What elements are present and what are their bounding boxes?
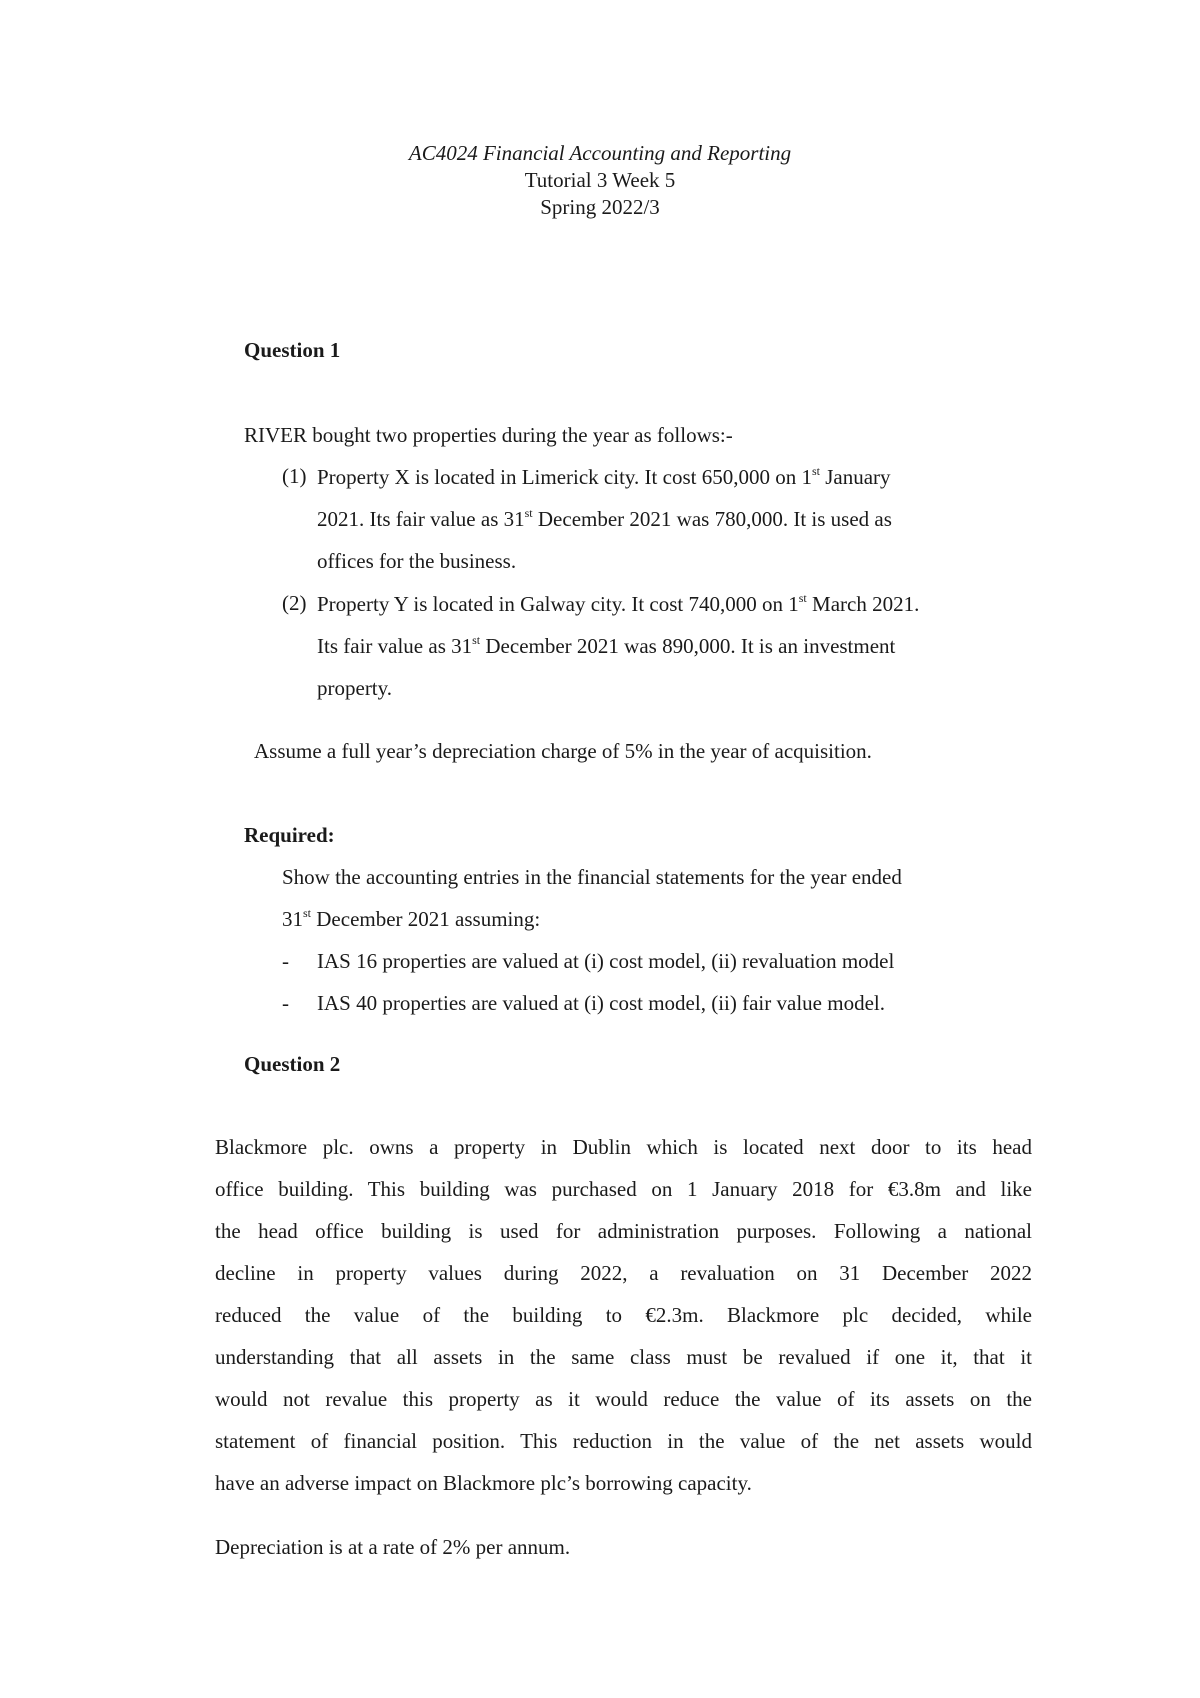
item2-label: (2) bbox=[282, 591, 307, 615]
document-header bbox=[0, 140, 1200, 221]
item2-line2-sup: st bbox=[472, 633, 481, 647]
item2-line3: property. bbox=[317, 676, 393, 700]
item1-line1-sup: st bbox=[811, 464, 820, 478]
course-title: AC4024 Financial Accounting and Reporting bbox=[408, 141, 792, 165]
item1-line3: offices for the business. bbox=[317, 549, 517, 573]
q2-line-6: understanding that all assets in the same class must be revalued if one it, that it bbox=[215, 1345, 1032, 1369]
q2-line-5: reduced the value of the building to €2.3m. Blackmore plc decided, while bbox=[215, 1303, 1032, 1327]
tutorial-label: Tutorial 3 Week 5 bbox=[524, 168, 676, 192]
item2-line1-text: Property Y is located in Galway city. It cost 740,000 on 1 bbox=[317, 592, 799, 616]
bullet-marker-1: - bbox=[282, 949, 289, 973]
q2-line-8: statement of financial position. This reduction in the value of the net assets would bbox=[215, 1429, 1032, 1453]
item1-line2-text: 2021. Its fair value as 31 bbox=[317, 507, 525, 531]
item2-line2 bbox=[317, 625, 919, 667]
required-line2-text: 31 bbox=[282, 907, 303, 931]
item2-body bbox=[317, 583, 919, 709]
item2-line1-post: March 2021. bbox=[806, 592, 920, 616]
bullet-text-2: IAS 40 properties are valued at (i) cost model, (ii) fair value model. bbox=[317, 991, 885, 1015]
item1-line1 bbox=[317, 456, 892, 498]
q2-line-9: have an adverse impact on Blackmore plc’s borrowing capacity. bbox=[215, 1471, 752, 1495]
q2-line-2: office building. This building was purchased on 1 January 2018 for €3.8m and like bbox=[215, 1177, 1032, 1201]
depreciation-assumption: Assume a full year’s depreciation charge of 5% in the year of acquisition. bbox=[254, 739, 872, 763]
item1-line2-post: December 2021 was 780,000. It is used as bbox=[532, 507, 892, 531]
q2-line-4: decline in property values during 2022, a revaluation on 31 December 2022 bbox=[215, 1261, 1032, 1285]
item2-line1 bbox=[317, 583, 919, 625]
q2-line-7: would not revalue this property as it would reduce the value of its assets on the bbox=[215, 1387, 1032, 1411]
question1-intro: RIVER bought two properties during the year as follows:- bbox=[244, 423, 733, 447]
item1-line1-text: Property X is located in Limerick city. It cost 650,000 on 1 bbox=[317, 465, 812, 489]
bullet-marker-2: - bbox=[282, 991, 289, 1015]
item1-body bbox=[317, 456, 892, 582]
item2-line1-sup: st bbox=[798, 591, 807, 605]
question2-heading: Question 2 bbox=[244, 1052, 341, 1076]
question1-heading: Question 1 bbox=[244, 338, 341, 362]
item2-line2-text: Its fair value as 31 bbox=[317, 634, 473, 658]
term-label: Spring 2022/3 bbox=[540, 195, 660, 219]
bullet-text-1: IAS 16 properties are valued at (i) cost model, (ii) revaluation model bbox=[317, 949, 895, 973]
depreciation-rate: Depreciation is at a rate of 2% per annum. bbox=[215, 1535, 571, 1559]
item1-line1-post: January bbox=[819, 465, 891, 489]
required-heading: Required: bbox=[244, 823, 335, 847]
item1-line2-sup: st bbox=[524, 506, 533, 520]
item1-line2 bbox=[317, 498, 892, 540]
required-line2-post: December 2021 assuming: bbox=[311, 907, 541, 931]
q2-line-1: Blackmore plc. owns a property in Dublin which is located next door to its head bbox=[215, 1135, 1032, 1159]
question2-paragraph bbox=[215, 1126, 1032, 1504]
item2-line2-post: December 2021 was 890,000. It is an investment bbox=[480, 634, 896, 658]
required-line2-sup: st bbox=[303, 906, 312, 920]
required-line1: Show the accounting entries in the financial statements for the year ended bbox=[282, 865, 902, 889]
q2-line-3: the head office building is used for administration purposes. Following a national bbox=[215, 1219, 1032, 1243]
item1-label: (1) bbox=[282, 464, 307, 488]
required-line2 bbox=[282, 907, 540, 932]
